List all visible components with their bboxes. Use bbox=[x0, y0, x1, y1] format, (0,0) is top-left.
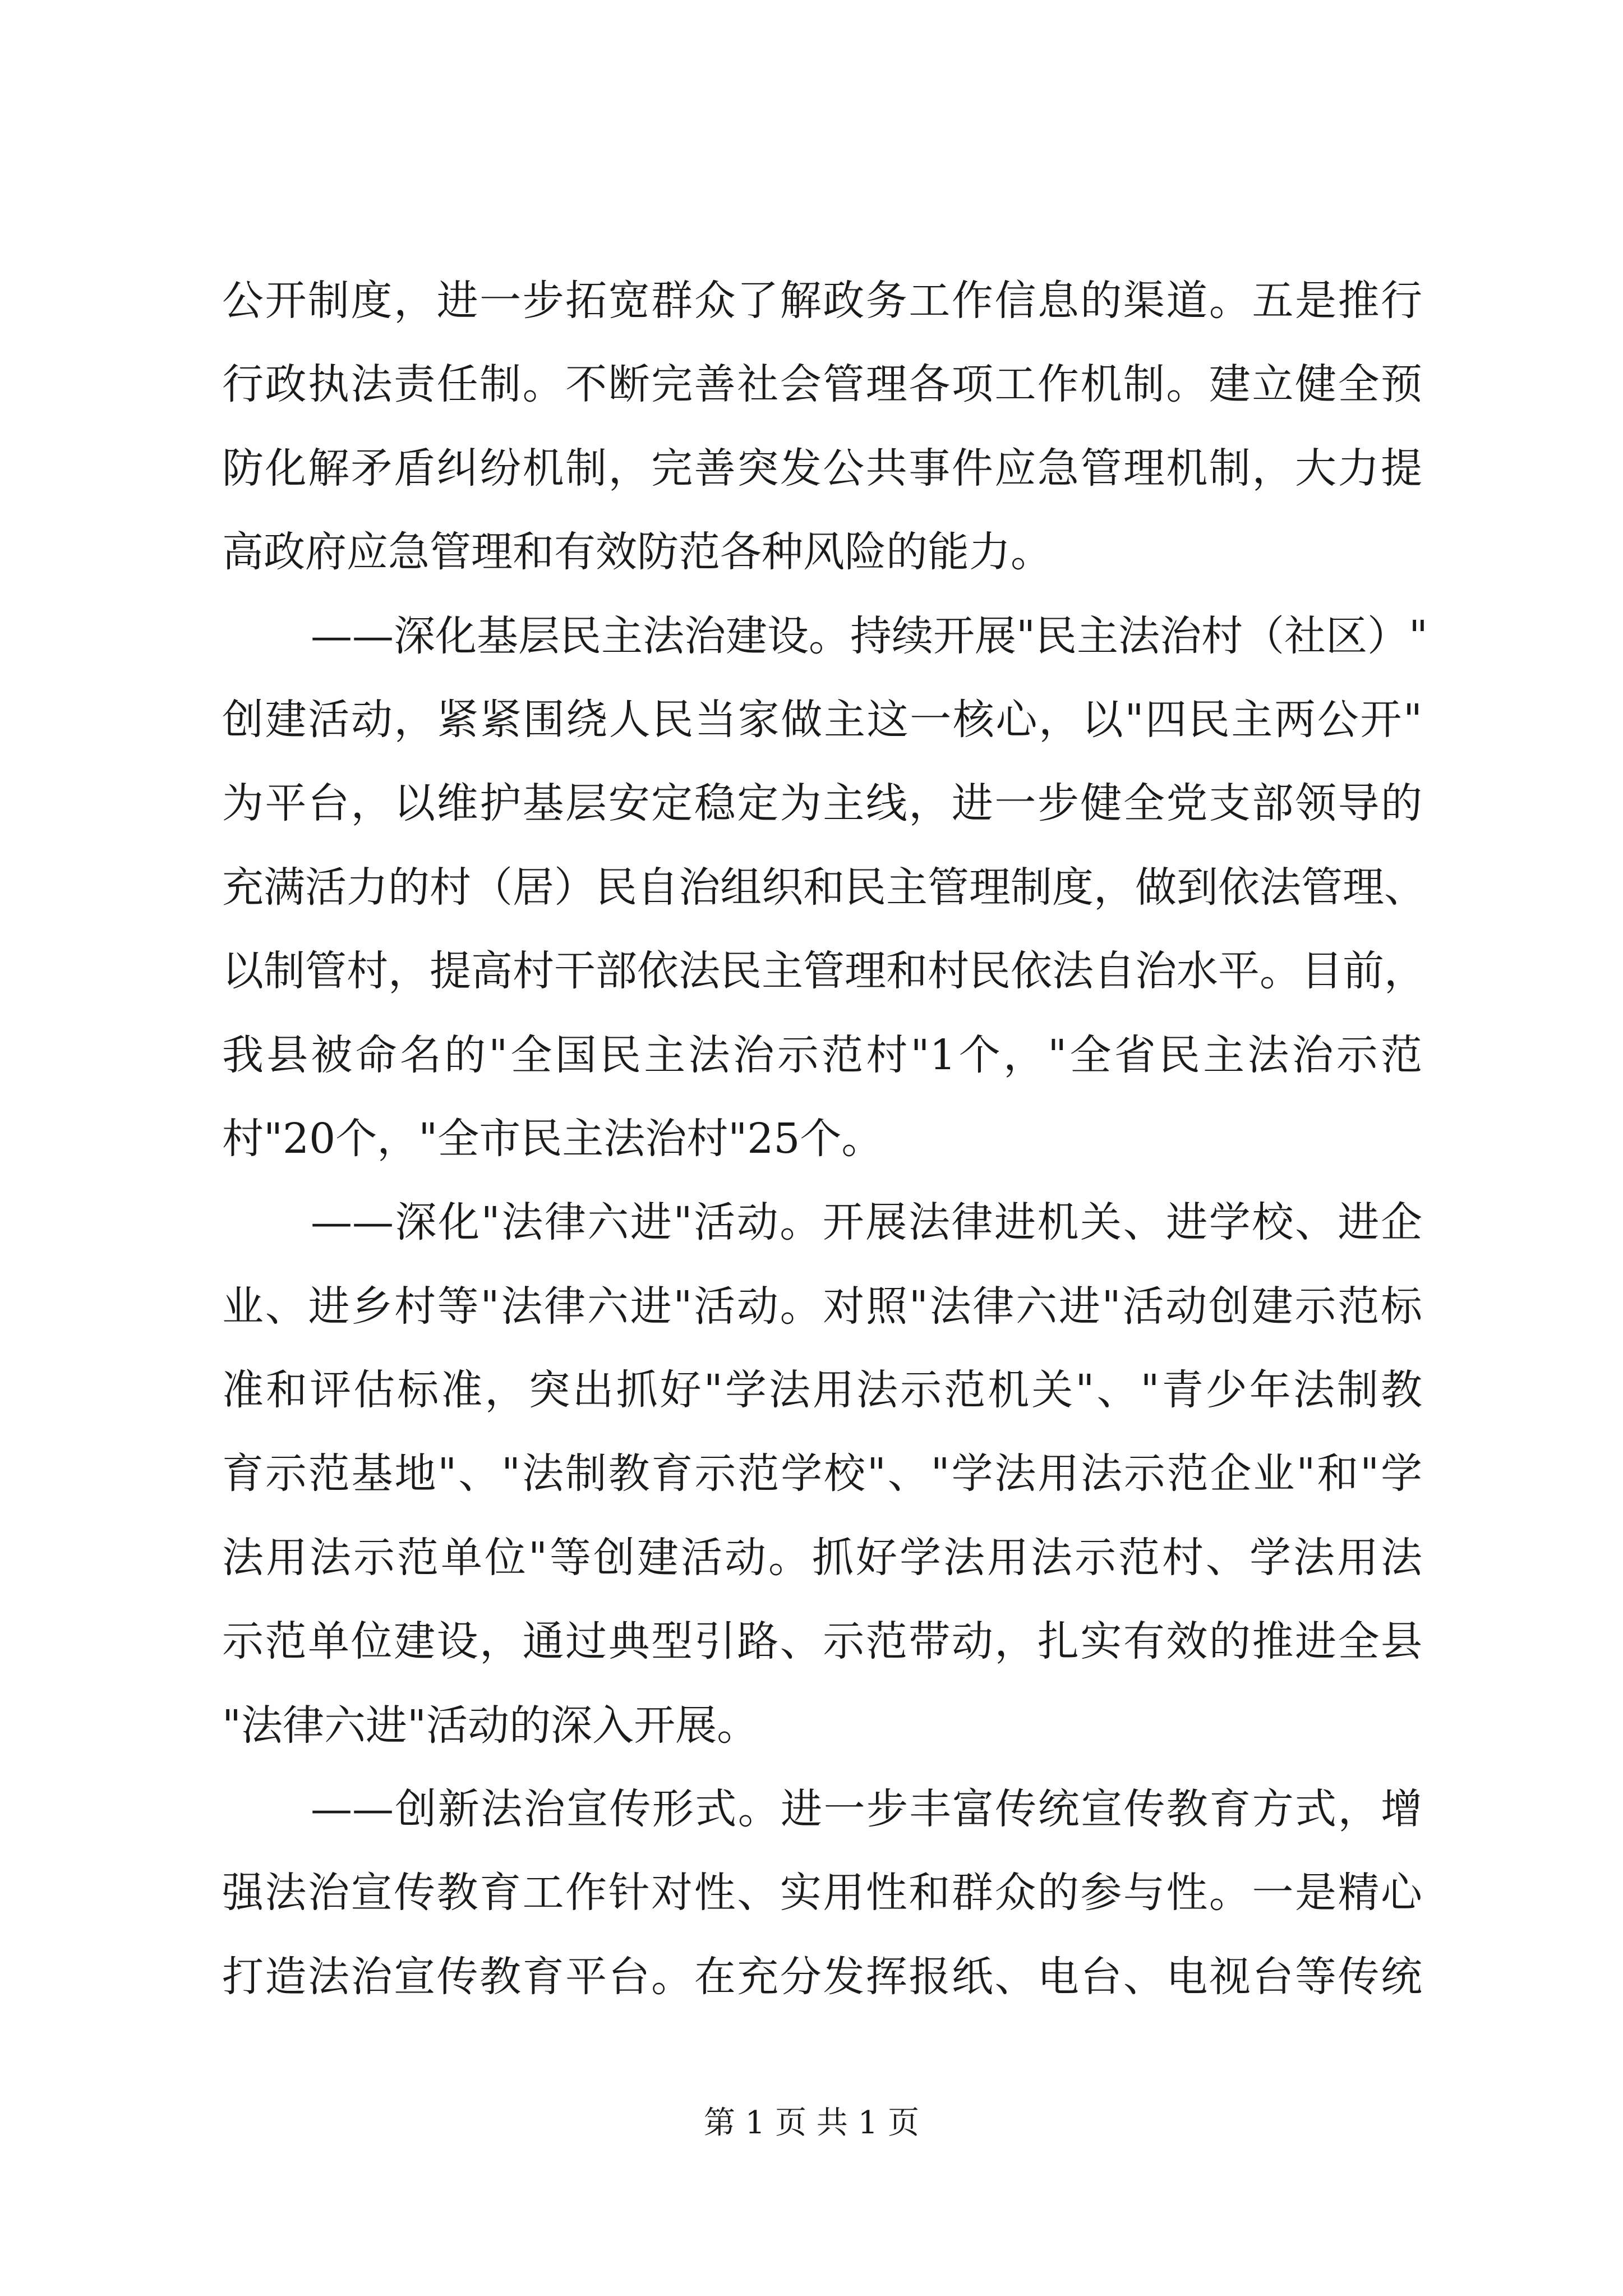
text-line: 法用法示范单位"等创建活动。抓好学法用法示范村、学法用法 bbox=[222, 1533, 1422, 1582]
text-line: 防化解矛盾纠纷机制，完善突发公共事件应急管理机制，大力提 bbox=[222, 444, 1422, 493]
text-line: ——深化"法律六进"活动。开展法律进机关、进学校、进企 bbox=[311, 1198, 1422, 1247]
text-line: 村"20个，"全市民主法治村"25个。 bbox=[222, 1114, 883, 1163]
text-line: 我县被命名的"全国民主法治示范村"1个，"全省民主法治示范 bbox=[222, 1030, 1422, 1079]
text-line: 高政府应急管理和有效防范各种风险的能力。 bbox=[222, 528, 1052, 577]
text-line: 公开制度，进一步拓宽群众了解政务工作信息的渠道。五是推行 bbox=[222, 277, 1422, 325]
text-line: 打造法治宣传教育平台。在充分发挥报纸、电台、电视台等传统 bbox=[222, 1952, 1422, 2001]
text-line: 准和评估标准，突出抓好"学法用法示范机关"、"青少年法制教 bbox=[222, 1366, 1422, 1415]
text-line: 业、进乡村等"法律六进"活动。对照"法律六进"活动创建示范标 bbox=[222, 1282, 1422, 1331]
text-line: 充满活力的村（居）民自治组织和民主管理制度，做到依法管理、 bbox=[222, 863, 1426, 912]
text-line: 创建活动，紧紧围绕人民当家做主这一核心，以"四民主两公开" bbox=[222, 695, 1422, 744]
text-line: 为平台，以维护基层安定稳定为主线，进一步健全党支部领导的 bbox=[222, 779, 1422, 828]
text-line: 以制管村，提高村干部依法民主管理和村民依法自治水平。目前， bbox=[222, 947, 1426, 996]
text-line: "法律六进"活动的深入开展。 bbox=[222, 1701, 759, 1750]
text-line: ——创新法治宣传形式。进一步丰富传统宣传教育方式，增 bbox=[311, 1785, 1422, 1834]
document-body bbox=[222, 259, 1428, 2019]
text-line: 行政执法责任制。不断完善社会管理各项工作机制。建立健全预 bbox=[222, 360, 1422, 409]
text-line: 育示范基地"、"法制教育示范学校"、"学法用法示范企业"和"学 bbox=[222, 1450, 1422, 1498]
text-line: 强法治宣传教育工作针对性、实用性和群众的参与性。一是精心 bbox=[222, 1869, 1422, 1917]
page-footer: 第 1 页 共 1 页 bbox=[703, 2105, 920, 2141]
text-line: ——深化基层民主法治建设。持续开展"民主法治村（社区）" bbox=[311, 611, 1428, 660]
text-line: 示范单位建设，通过典型引路、示范带动，扎实有效的推进全县 bbox=[222, 1617, 1422, 1666]
